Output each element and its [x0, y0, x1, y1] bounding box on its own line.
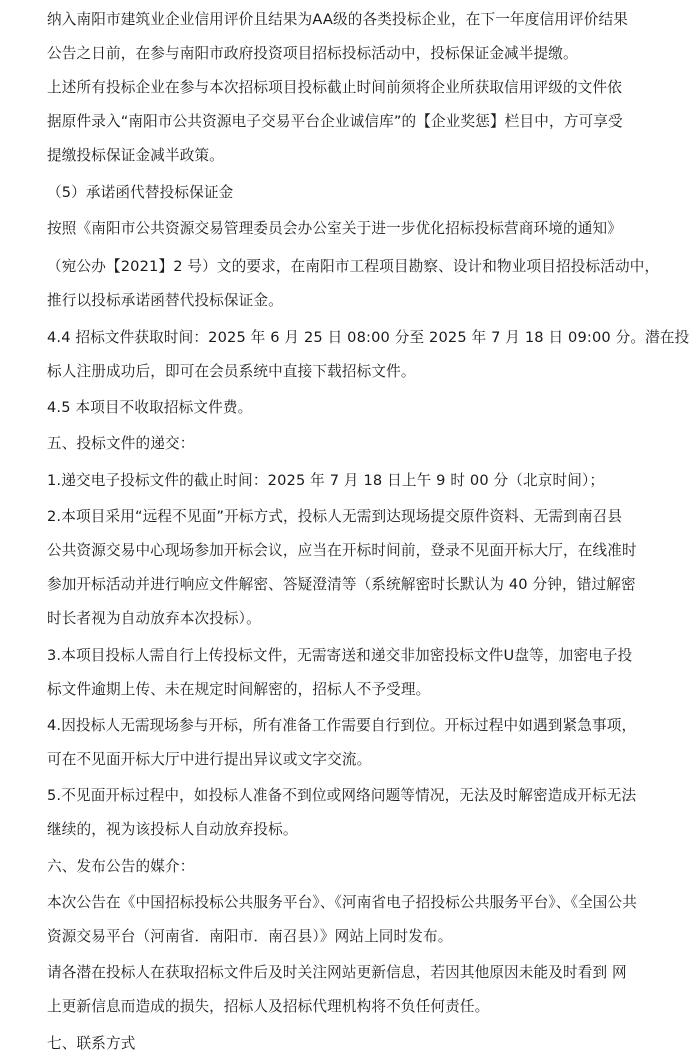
- text-line: 4.因投标人无需现场参与开标，所有准备工作需要自行到位。开标过程中如遇到紧急事项，: [47, 716, 637, 734]
- text-line: （宛公办【2021】2 号）文的要求，在南阳市工程项目勘察、设计和物业项目招投标活动中，: [47, 258, 660, 276]
- text-line: 提缴投标保证金减半政策。: [47, 147, 224, 165]
- text-line: 请各潜在投标人在获取招标文件后及时关注网站更新信息，若因其他原因未能及时看到 网: [47, 964, 627, 982]
- text-line: 公共资源交易中心现场参加开标会议，应当在开标时间前，登录不见面开标大厅，在线准时: [47, 542, 637, 560]
- text-line: 4.5 本项目不收取招标文件费。: [47, 399, 253, 417]
- text-line: 公告之日前，在参与南阳市政府投资项目招标投标活动中，投标保证金减半提缴。: [47, 45, 578, 63]
- text-line: 标文件逾期上传、未在规定时间解密的，招标人不予受理。: [47, 680, 431, 698]
- text-line: 时长者视为自动放弃本次投标）。: [47, 610, 261, 628]
- text-line: 4.4 招标文件获取时间：2025 年 6 月 25 日 08:00 分至 2025 年 7 月 18 日 09:00 分。潜在投: [47, 328, 689, 346]
- text-line: 推行以投标承诺函替代投标保证金。: [47, 292, 283, 310]
- text-line: 3.本项目投标人需自行上传投标文件，无需寄送和递交非加密投标文件U盘等，加密电子投: [47, 646, 633, 664]
- text-line: 上述所有投标企业在参与本次招标项目投标截止时间前须将企业所获取信用评级的文件依: [47, 79, 623, 97]
- section-heading: 六、发布公告的媒介：: [47, 857, 195, 875]
- text-line: 5.不见面开标过程中，如投标人准备不到位或网络问题等情况，无法及时解密造成开标无法: [47, 787, 637, 805]
- section-heading: 七、联系方式: [47, 1034, 136, 1052]
- text-line: 纳入南阳市建筑业企业信用评价且结果为AA级的各类投标企业，在下一年度信用评价结果: [47, 11, 628, 28]
- section-heading: 五、投标文件的递交：: [47, 435, 195, 453]
- text-line: 1.递交电子投标文件的截止时间：2025 年 7 月 18 日上午 9 时 00 分（北京时间）；: [47, 471, 605, 489]
- text-line: 可在不见面开标大厅中进行提出异议或文字交流。: [47, 751, 372, 768]
- text-line: 本次公告在《中国招标投标公共服务平台》、《河南省电子招投标公共服务平台》、《全国公共: [47, 893, 638, 911]
- section-heading: （5）承诺函代替投标保证金: [47, 183, 234, 201]
- text-line: 标人注册成功后，即可在会员系统中直接下载招标文件。: [47, 362, 416, 380]
- text-line: 资源交易平台（河南省．南阳市．南召县）》网站上同时发布。: [47, 928, 453, 946]
- text-line: 2.本项目采用“远程不见面”开标方式，投标人无需到达现场提交原件资料、无需到南召县: [47, 507, 623, 525]
- text-line: 据原件录入“南阳市公共资源电子交易平台企业诚信库”的【企业奖惩】栏目中，方可享受: [47, 113, 623, 131]
- text-line: 参加开标活动并进行响应文件解密、答疑澄清等（系统解密时长默认为 40 分钟，错过解密: [47, 576, 636, 594]
- text-line: 继续的，视为该投标人自动放弃投标。: [47, 821, 298, 839]
- text-line: 按照《南阳市公共资源交易管理委员会办公室关于进一步优化招标投标营商环境的通知》: [47, 219, 623, 237]
- text-line: 上更新信息而造成的损失，招标人及招标代理机构将不负任何责任。: [47, 998, 490, 1016]
